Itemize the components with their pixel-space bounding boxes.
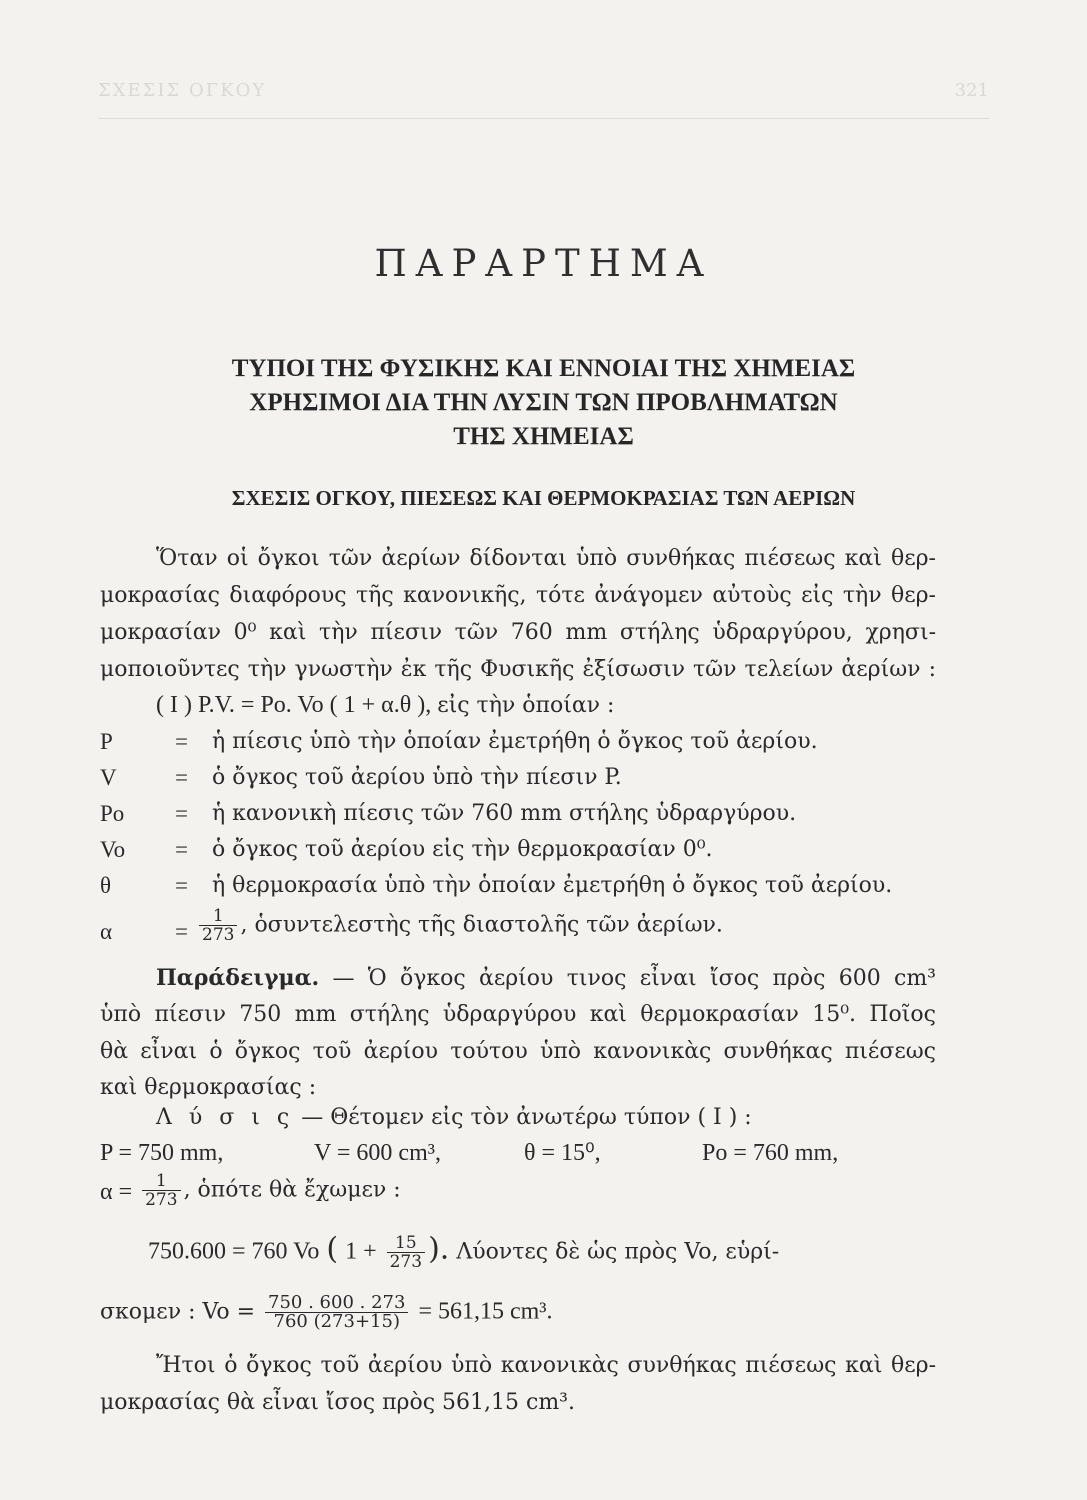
definition-symbol: Vo <box>100 837 126 862</box>
formula-label: ( I ) <box>156 692 192 718</box>
section-heading: ΣΧΕΣΙΣ ΟΓΚΟΥ, ΠΙΕΣΕΩΣ ΚΑΙ ΘΕΡΜΟΚΡΑΣΙΑΣ ΤΩΝ ΑΕΡΙΩΝ <box>231 486 856 510</box>
formula-line <box>156 690 614 721</box>
alpha-tail: , ὁπότε θὰ ἔχωμεν : <box>183 1177 401 1203</box>
intro-line: μοποιοῦντες τὴν γνωστὴν ἐκ τῆς Φυσικῆς ἐξίσωσιν τῶν τελείων ἀερίων : <box>100 657 936 682</box>
ghost-header-left: ΣΧΕΣΙΣ ΟΓΚΟΥ <box>98 80 267 101</box>
ghost-header-page-number: 321 <box>954 80 989 101</box>
result-line <box>100 1294 553 1348</box>
fraction-denominator: 273 <box>389 1252 423 1272</box>
alpha-value-line <box>100 1172 401 1222</box>
fraction-numerator: 1 <box>199 907 237 926</box>
subtitle-line: ΤΥΠΟΙ ΤΗΣ ΦΥΣΙΚΗΣ ΚΑΙ ΕΝΝΟΙΑΙ ΤΗΣ ΧΗΜΕΙΑΣ <box>231 355 856 382</box>
solution-text: — Θέτομεν εἰς τὸν ἀνωτέρω τύπον ( I ) : <box>294 1105 752 1130</box>
fraction <box>387 1234 425 1271</box>
formula-tail: εἰς τὴν ὁποίαν : <box>437 693 615 718</box>
subtitle-line: ΧΡΗΣΙΜΟΙ ΔΙΑ ΤΗΝ ΛΥΣΙΝ ΤΩΝ ΠΡΟΒΛΗΜΑΤΩΝ <box>249 389 838 416</box>
definition-equals: = <box>175 729 188 754</box>
example-line: ὑπὸ πίεσιν 750 mm στήλης ὑδραργύρου καὶ θερμοκρασίαν 15⁰. Ποῖος <box>100 1002 936 1027</box>
intro-line: Ὅταν οἱ ὄγκοι τῶν ἀερίων δίδονται ὑπὸ συνθήκας πιέσεως καὶ θερ- <box>156 546 936 571</box>
example-label: Παράδειγμα. <box>156 965 320 991</box>
definition-equals: = <box>175 919 188 944</box>
definition-equals: = <box>175 837 188 862</box>
formula-expression: P.V. = Po. Vo ( 1 + α.θ ), <box>197 692 432 718</box>
open-paren: ( <box>326 1231 339 1267</box>
given-value: Po = 760 mm, <box>702 1140 839 1166</box>
fraction-numerator: 15 <box>387 1234 425 1253</box>
fraction-denominator: 273 <box>202 925 235 945</box>
result-rhs: = 561,15 cm³. <box>418 1298 553 1325</box>
ghost-header-rule <box>98 118 989 119</box>
definition-text: ἡ κανονικὴ πίεσις τῶν 760 mm στήλης ὑδραργύρου. <box>212 801 797 826</box>
definition-symbol: P <box>100 729 113 754</box>
given-value: V = 600 cm³, <box>314 1140 441 1166</box>
intro-line: μοκρασίας διαφόρους τῆς κανονικῆς, τότε ἀνάγομεν αὐτοὺς εἰς τὴν θερ- <box>100 583 936 608</box>
definition-equals: = <box>175 801 188 826</box>
equation-one-plus: 1 + <box>345 1238 377 1265</box>
fraction-numerator: 750 . 600 . 273 <box>265 1294 408 1313</box>
alpha-lhs: α = <box>100 1178 133 1205</box>
given-value: P = 750 mm, <box>100 1140 224 1166</box>
definition-symbol: θ <box>100 873 112 898</box>
solution-label: Λ ύ σ ι ς <box>156 1105 295 1130</box>
example-line: καὶ θερμοκρασίας : <box>100 1075 317 1100</box>
conclusion-line: Ἤτοι ὁ ὄγκος τοῦ ἀερίου ὑπὸ κανονικὰς συνθήκας πιέσεως καὶ θερ- <box>156 1353 936 1378</box>
example-line: θὰ εἶναι ὁ ὄγκος τοῦ ἀερίου τούτου ὑπὸ κανονικὰς συνθήκας πιέσεως <box>100 1039 936 1064</box>
fraction <box>199 907 237 944</box>
bleed-through-header <box>98 74 989 110</box>
definition-text: ὁ ὄγκος τοῦ ἀερίου ὑπὸ τὴν πίεσιν P. <box>212 765 622 790</box>
definition-symbol: Po <box>100 801 125 826</box>
fraction <box>142 1172 180 1209</box>
fraction <box>265 1294 408 1331</box>
page-title: ΠΑΡΑΡΤΗΜΑ <box>374 242 713 285</box>
fraction-denominator: 273 <box>145 1190 178 1210</box>
definition-symbol: α <box>100 919 113 944</box>
definition-text <box>196 907 723 944</box>
close-paren: ). <box>428 1231 450 1267</box>
example-line <box>156 963 936 994</box>
chapter-subtitle <box>0 352 1087 454</box>
given-value: θ = 15⁰, <box>524 1140 601 1166</box>
definition-text: ἡ πίεσις ὑπὸ τὴν ὁποίαν ἐμετρήθη ὁ ὄγκος τοῦ ἀερίου. <box>212 729 818 754</box>
solution-line <box>156 1103 752 1133</box>
alpha-description: , ὁσυντελεστὴς τῆς διαστολῆς τῶν ἀερίων. <box>240 912 723 938</box>
intro-line: μοκρασίαν 0⁰ καὶ τὴν πίεσιν τῶν 760 mm στήλης ὑδραργύρου, χρησι- <box>100 620 936 645</box>
definition-text: ὁ ὄγκος τοῦ ἀερίου εἰς τὴν θερμοκρασίαν 0⁰. <box>212 837 713 862</box>
equation-line <box>148 1231 938 1286</box>
definition-row-alpha <box>0 907 1087 951</box>
subtitle-line: ΤΗΣ ΧΗΜΕΙΑΣ <box>453 423 634 450</box>
equation-lhs: 750.600 = 760 Vo <box>148 1238 320 1265</box>
example-text: — Ὁ ὄγκος ἀερίου τινος εἶναι ἴσος πρὸς 600 cm³ <box>319 966 936 991</box>
definition-equals: = <box>175 765 188 790</box>
result-lhs: σκομεν : Vo = <box>100 1299 256 1325</box>
fraction-numerator: 1 <box>142 1172 180 1191</box>
fraction-denominator: 760 (273+15) <box>273 1311 400 1332</box>
definition-symbol: V <box>100 765 117 790</box>
conclusion-line: μοκρασίας θὰ εἶναι ἴσος πρὸς 561,15 cm³. <box>100 1390 575 1415</box>
definition-equals: = <box>175 873 188 898</box>
definition-text: ἡ θερμοκρασία ὑπὸ τὴν ὁποίαν ἐμετρήθη ὁ ὄγκος τοῦ ἀερίου. <box>212 873 893 898</box>
equation-tail: Λύοντες δὲ ὡς πρὸς Vo, εὑρί- <box>456 1239 780 1265</box>
